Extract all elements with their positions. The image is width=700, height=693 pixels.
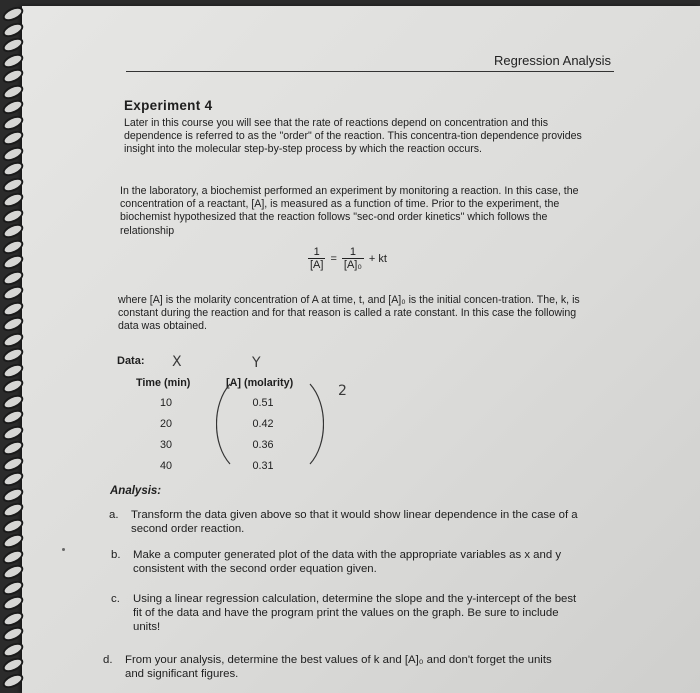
lab-paragraph: In the laboratory, a biochemist performed an experiment by monitoring a reaction. In this case, the concentration of a reactant, [A], is measured as a function of time. Prior to the experiment, the biochemist hypothesized that the reaction follows "sec-ond order kinetics" which follows the relationship (120, 185, 579, 237)
definition-paragraph: where [A] is the molarity concentration of A at time, t, and [A]₀ is the initial concen-tration. The, k, is constant during the reaction and for that reason is called a rate constant. In this case the following data was obtained. (118, 294, 580, 333)
table-cell-time: 30 (159, 439, 172, 451)
analysis-label: Analysis: (110, 485, 162, 497)
handwritten-2: 2 (338, 383, 347, 399)
analysis-item-d: d. From your analysis, determine the best values of k and [A]₀ and don't forget the units and significant figures. (103, 654, 552, 680)
table-cell-time: 20 (159, 418, 172, 430)
analysis-item-b: b. Make a computer generated plot of the data with the appropriate variables as x and y consistent with the second order equation given. (111, 549, 562, 575)
stray-mark (62, 548, 65, 551)
second-order-equation (305, 246, 389, 272)
table-cell-time: 40 (159, 460, 172, 472)
kt-term: + kt (368, 253, 387, 265)
lhs-fraction: $\frac{1}{[A]}$ (310, 246, 324, 271)
equals-sign: = (330, 253, 337, 265)
data-label: Data: (117, 355, 145, 367)
table-cell-conc: 0.42 (252, 418, 274, 430)
column-header-time: Time (min) (136, 377, 191, 389)
table-cell-conc: 0.51 (252, 397, 274, 409)
analysis-item-a: a. Transform the data given above so that it would show linear dependence in the case of a second order reaction. (109, 509, 578, 535)
experiment-heading: Experiment 4 (124, 98, 213, 113)
intro-paragraph: Later in this course you will see that the rate of reactions depend on concentration and this dependence is referred to as the "order" of the reaction. This concentra-tion dependence provides insight into the molecular step-by-step process by which the reaction occurs. (124, 117, 582, 156)
rhs-fraction: $\frac{1}{\text{[A]₀}}$ (343, 246, 362, 271)
table-cell-time: 10 (159, 397, 172, 409)
page-header-title: Regression Analysis (494, 53, 612, 68)
table-cell-conc: 0.31 (252, 460, 274, 472)
handwritten-y: Y (252, 355, 261, 371)
handwritten-x: X (172, 354, 182, 370)
column-header-concentration: [A] (molarity) (226, 377, 294, 389)
table-cell-conc: 0.36 (252, 439, 274, 451)
analysis-item-c: c. Using a linear regression calculation, determine the slope and the y-intercept of the best fit of the data and have the program print the values on the graph. Be sure to include units! (111, 593, 577, 633)
